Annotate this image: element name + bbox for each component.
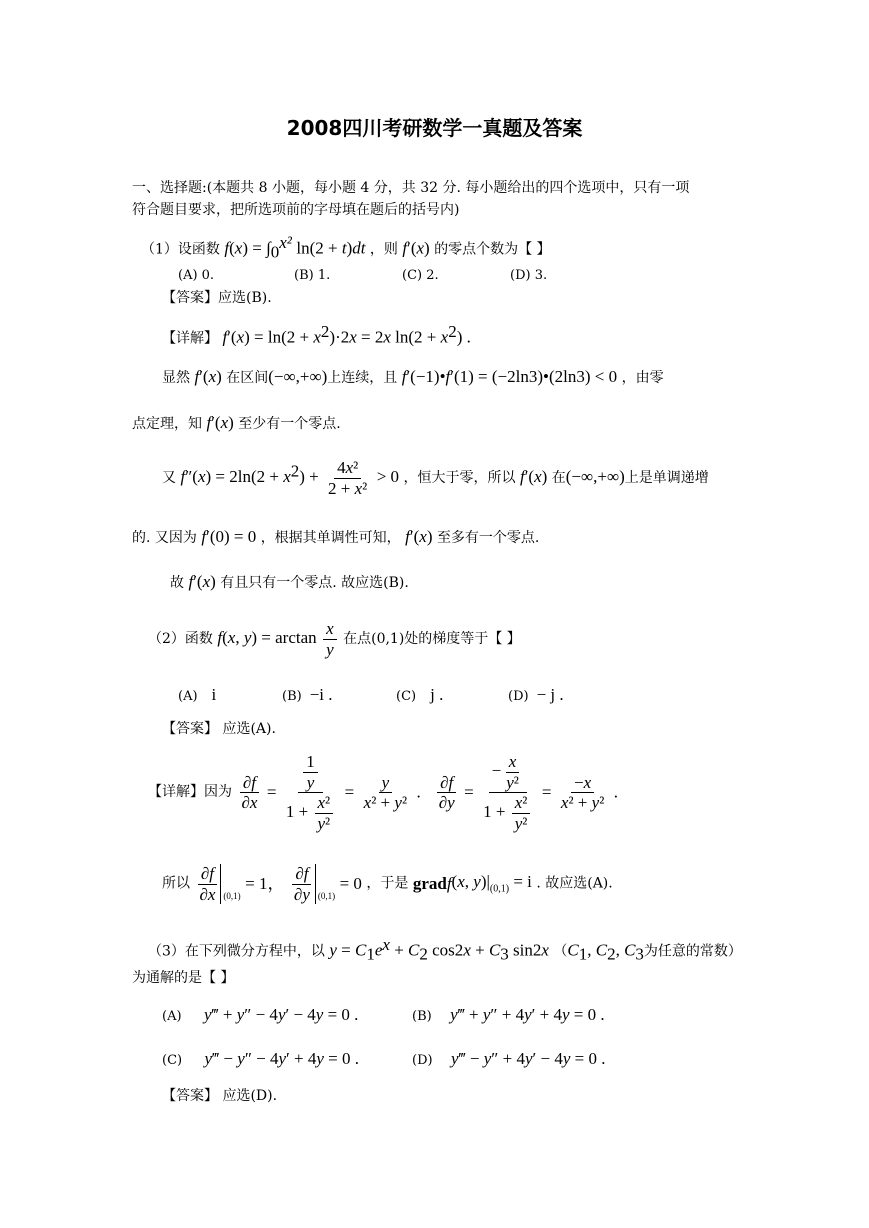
q1-paragraph-1: 显然 f′(x) 在区间(−∞,+∞)上连续，且 f′(−1)•f′(1) = (−2ln3)•(2ln3) < 0 ，由零 — [162, 367, 664, 386]
q3-answer: 【答案】 应选(D). — [162, 1088, 278, 1104]
q1-option-d: (D) 3. — [510, 268, 548, 283]
q2-options — [178, 685, 564, 705]
q2-detail: 【详解】因为 $\frac{\partial f}{\partial x}$ = $\frac{1}{y}$ 1 + $\frac{\text{x²}}{\text{y²}}$ = $\frac{y}{\text{x² + y²}}$ . $\frac{\partial f}{\partial y}$ = − $\frac{x}{\text{y²}}$ 1 + $\frac{\text{x²}}{\text{y²}}$ = $\frac{-x}{\text{x² + y²}}$ . — [148, 752, 618, 833]
q2-conclusion: 所以 $\frac{\partial f}{\partial x}$ (0,1) = 1， $\frac{\partial f}{\partial y}$ (0,1) = 0 ，于是 gradf(x, $y)|_{(0,1)} = i$ . 故应选(A). — [162, 864, 613, 904]
q1-option-c: (C) 2. — [402, 268, 439, 283]
section-header-line-1: 一、选择题:(本题共 8 小题，每小题 4 分，共 32 分. 每小题给出的四个选项中，只有一项 — [132, 180, 690, 196]
q1-options — [178, 268, 547, 284]
q2-stem: （2）函数 f(x, y) = arctan $\frac{x}{y}$ 在点(0,1)处的梯度等于【 】 — [148, 619, 521, 659]
q1-paragraph-2: 点定理，知 f′(x) 至少有一个零点. — [132, 413, 341, 432]
q1-paragraph-5: 故 f′(x) 有且只有一个零点. 故应选(B). — [170, 572, 409, 591]
q2-option-a: (A) i — [178, 685, 217, 704]
q2-option-d: (D) − j . — [508, 685, 564, 704]
q1-option-b: (B) 1. — [294, 268, 331, 283]
q3-stem-line-2: 为通解的是【 】 — [132, 970, 235, 986]
q3-option-c: (C) y‴ − y″ − 4y′ + 4y = 0 . — [162, 1049, 359, 1068]
q1-answer: 【答案】应选(B). — [162, 290, 272, 306]
q1-option-a: (A) 0. — [178, 268, 215, 283]
q2-answer: 【答案】 应选(A). — [162, 721, 276, 737]
q2-option-c: (C) j . — [396, 685, 444, 704]
q3-option-d: (D) y‴ − y″ + 4y′ − 4y = 0 . — [412, 1049, 606, 1068]
q3-stem: （3）在下列微分方程中，以 $y = C_1e^x + C_2$ $\cos 2x + C_3$ sin2x （$C_1$, $C_2$, $C_3$为任意的常数） — [148, 935, 742, 964]
section-header-line-2: 符合题目要求，把所选项前的字母填在题后的括号内) — [132, 202, 460, 218]
q1-paragraph-3: 又 $f''(x) = 2\ln(2 + x^2)$ + $\frac{\text{4x²}}{\text{2 + x²}}$ > 0 ，恒大于零，所以 f′(x) 在(−∞,+∞)上是单调递增 — [162, 458, 709, 498]
page-title: 2008四川考研数学一真题及答案 — [286, 116, 583, 140]
q1-stem: （1）设函数 $f(x) = \int_0^{x^2}$ ln(2 + t)dt ，则 f′(x) 的零点个数为【 】 — [141, 233, 551, 262]
q1-paragraph-4: 的. 又因为 f′(0) = 0 ，根据其单调性可知， f′(x) 至多有一个零点. — [132, 527, 540, 546]
q3-option-a: (A) y‴ + y″ − 4y′ − 4y = 0 . — [162, 1005, 359, 1024]
q2-option-b: (B) −i . — [282, 685, 333, 704]
q1-detail: 【详解】 $f'(x) = \ln(2 + x^2)\cdot 2x = 2x$ $\ln(2 + x^2)$ . — [162, 322, 471, 347]
q3-option-b: (B) y‴ + y″ + 4y′ + 4y = 0 . — [412, 1005, 605, 1024]
